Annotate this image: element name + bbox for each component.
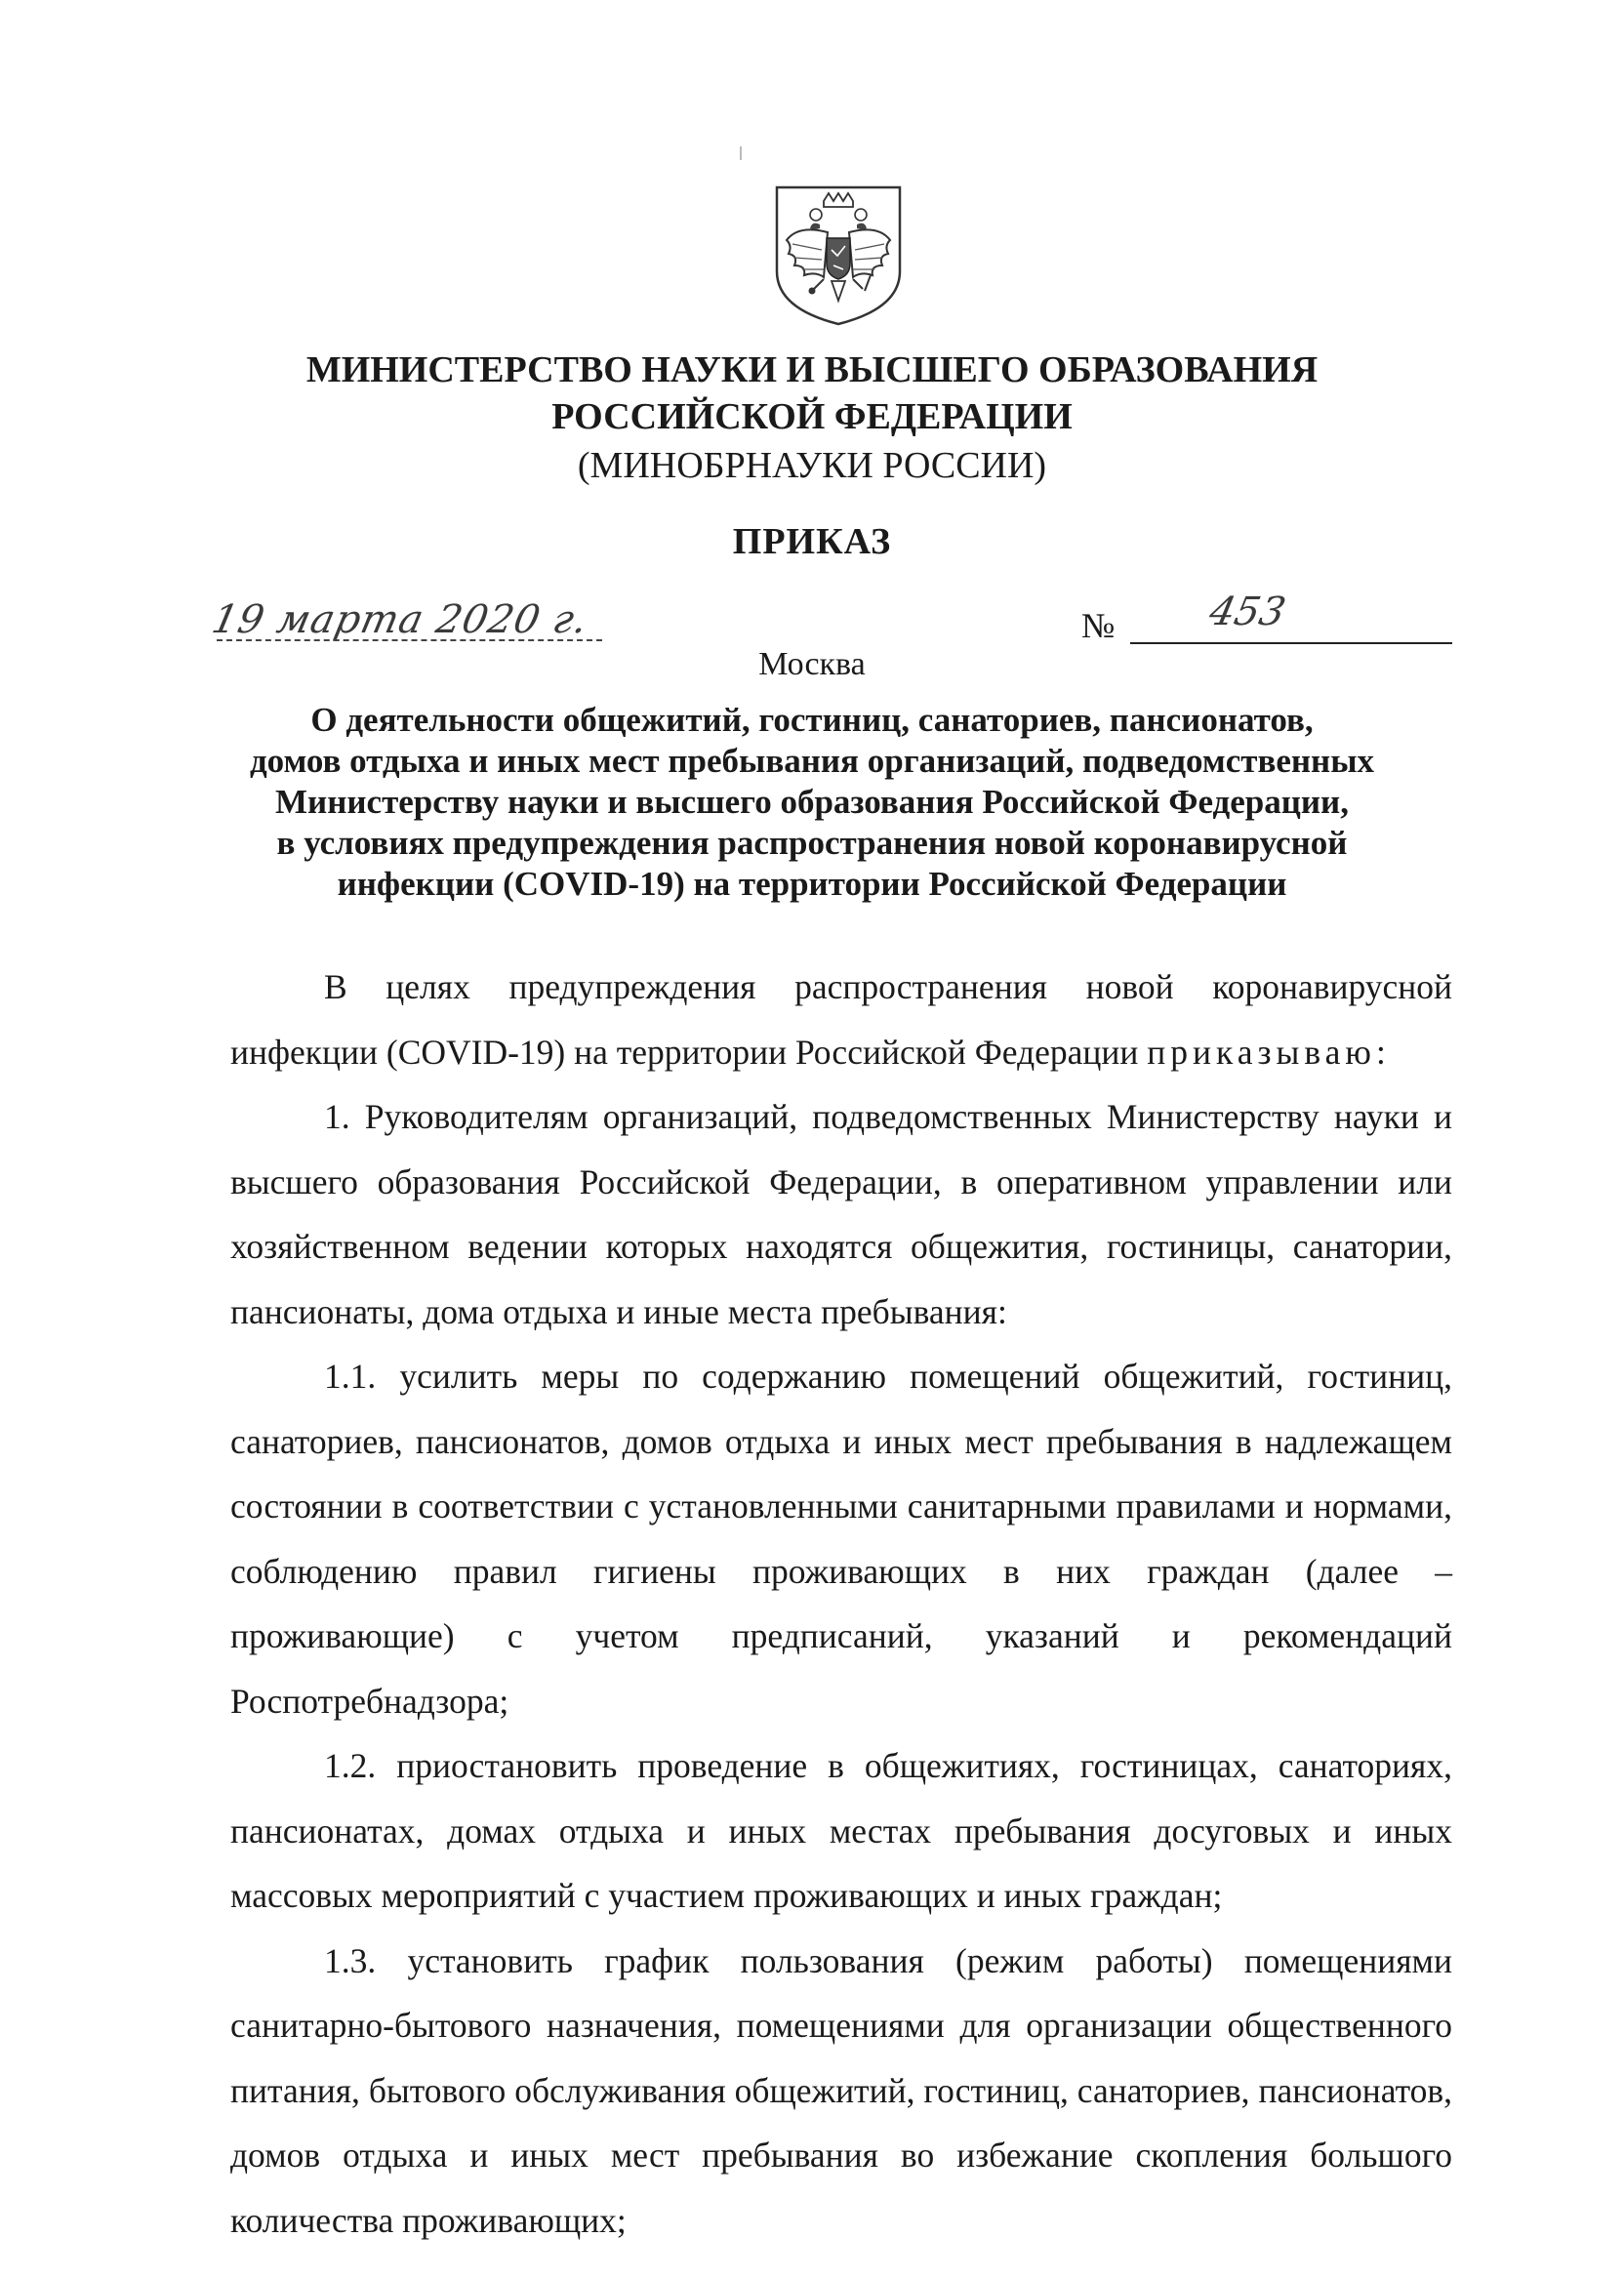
- number-underline: [1130, 642, 1452, 644]
- city: Москва: [758, 646, 866, 682]
- handwritten-date: 19 марта 2020 г.: [208, 597, 593, 642]
- russian-coat-of-arms-icon: [769, 182, 908, 328]
- preamble-text: В целях предупреждения распространения новой коронавирусной инфекции (COVID-19) на территории Российской Федерации: [230, 967, 1452, 1072]
- subject-line: домов отдыха и иных мест пребывания организаций, подведомственных: [249, 742, 1375, 780]
- number-label: №: [1081, 606, 1116, 645]
- paragraph-1-3: 1.3. установить график пользования (режим работы) помещениями санитарно-бытового назначения, помещениями для организации общественного питания, бытового обслуживания общежитий, гостиниц, санаториев, пансионатов, домов отдыха и иных мест пребывания во избежание скопления большого количества проживающих;: [230, 1940, 1452, 2240]
- subject-line: Министерству науки и высшего образования Российской Федерации,: [275, 783, 1349, 821]
- subject-line: инфекции (COVID-19) на территории Российской Федерации: [337, 865, 1287, 903]
- subject-line: в условиях предупреждения распространения новой коронавирусной: [276, 824, 1348, 862]
- paragraph-1-1: 1.1. усилить меры по содержанию помещений общежитий, гостиниц, санаториев, пансионатов, домов отдыха и иных мест пребывания в надлежащем состоянии в соответствии с установленными санитарными правилами и нормами, соблюдению правил гигиены проживающих в них граждан (далее – проживающие) с учетом предписаний, указаний и рекомендаций Роспотребнадзора;: [230, 1357, 1452, 1721]
- date-underline: [217, 639, 602, 641]
- paragraph-1: 1. Руководителям организаций, подведомственных Министерству науки и высшего образования Российской Федерации, в оперативном управлении или хозяйственном ведении которых находятся общежития, гостиницы, санатории, пансионаты, дома отдыха и иные места пребывания:: [230, 1097, 1452, 1331]
- document-type-title: ПРИКАЗ: [732, 521, 892, 562]
- subject-line: О деятельности общежитий, гостиниц, санаториев, пансионатов,: [310, 701, 1314, 739]
- ministry-short-name: (МИНОБРНАУКИ РОССИИ): [577, 445, 1047, 486]
- paragraph-1-2: 1.2. приостановить проведение в общежитиях, гостиницах, санаториях, пансионатах, домах отдыха и иных местах пребывания досуговых и иных массовых мероприятий с участием проживающих и иных граждан;: [230, 1746, 1452, 1915]
- preamble-paragraph: [230, 955, 1452, 1084]
- scan-artifact: [740, 146, 742, 160]
- ministry-name-line-2: РОССИЙСКОЙ ФЕДЕРАЦИИ: [551, 396, 1073, 437]
- order-word: приказываю:: [1147, 1032, 1391, 1072]
- order-subject: [226, 700, 1398, 905]
- order-body: [230, 955, 1452, 2253]
- ministry-name-line-1: МИНИСТЕРСТВО НАУКИ И ВЫСШЕГО ОБРАЗОВАНИЯ: [305, 349, 1319, 390]
- handwritten-order-number: 453: [1205, 590, 1290, 634]
